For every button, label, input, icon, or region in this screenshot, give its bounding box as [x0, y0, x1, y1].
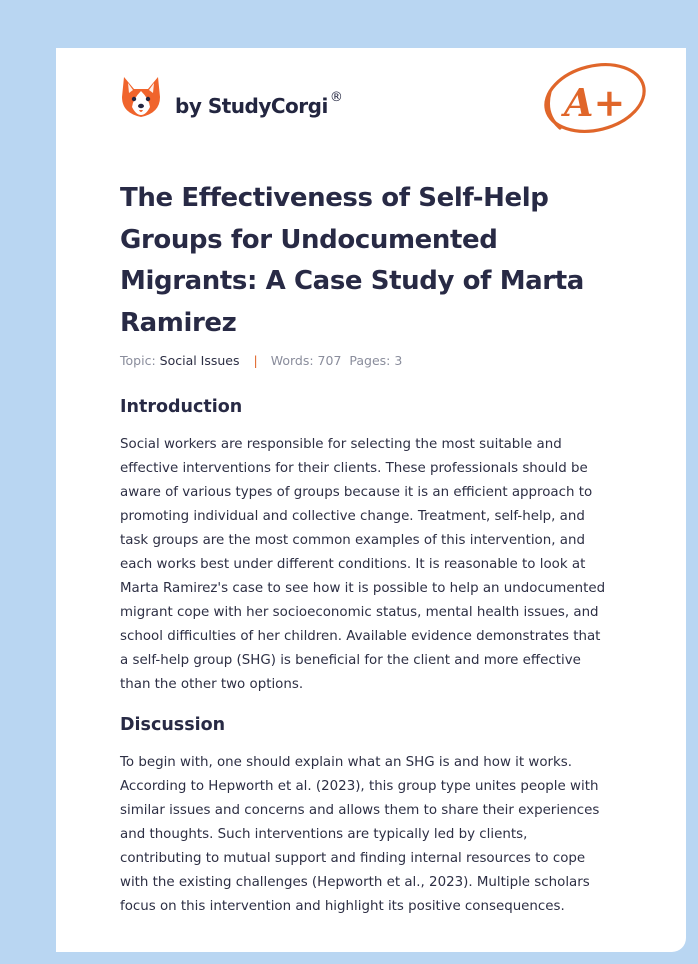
essay-page	[56, 48, 686, 952]
pages-label: Pages:	[349, 353, 391, 368]
paragraph-line: promoting individual and collective change. Treatment, self-help, and	[120, 509, 585, 524]
meta-separator: |	[253, 353, 258, 368]
corgi-logo-icon	[120, 75, 162, 119]
section-heading-introduction: Introduction	[120, 397, 243, 417]
pages-count: 3	[394, 353, 403, 368]
paragraph-line: similar issues and concerns and allows them to share their experiences	[120, 803, 600, 818]
paragraph-line: a self-help group (SHG) is beneficial for the client and more effective	[120, 653, 581, 668]
paragraph-line: focus on this intervention and highlight its positive consequences.	[120, 899, 565, 914]
title-line: Migrants: A Case Study of Marta	[120, 266, 584, 296]
a-plus-grade-badge	[538, 58, 650, 140]
paragraph-line: school difficulties of her children. Available evidence demonstrates that	[120, 629, 601, 644]
paragraph-line: Social workers are responsible for selecting the most suitable and	[120, 437, 562, 452]
paragraph-line: with the existing challenges (Hepworth et al., 2023). Multiple scholars	[120, 875, 590, 890]
title-line: Groups for Undocumented	[120, 224, 498, 255]
paragraph-line: Marta Ramirez's case to see how it is possible to help an undocumented	[120, 581, 606, 596]
topic-label: Topic:	[120, 353, 156, 368]
paragraph-line: contributing to mutual support and finding internal resources to cope	[120, 851, 586, 866]
paragraph-line: each works best under different conditions. It is reasonable to look at	[120, 557, 586, 572]
title-line: Ramirez	[120, 307, 237, 338]
title-line: The Effectiveness of Self-Help	[120, 183, 549, 213]
page-header	[56, 48, 686, 178]
registered-mark: ®	[329, 90, 343, 106]
paragraph-line: aware of various types of groups because it is an efficient approach to	[120, 485, 593, 500]
discussion-paragraph	[120, 751, 640, 919]
essay-meta	[120, 353, 402, 368]
introduction-paragraph	[120, 433, 640, 697]
paragraph-line: To begin with, one should explain what an SHG is and how it works.	[120, 755, 573, 770]
brand-name[interactable]	[175, 90, 343, 118]
paragraph-line: effective interventions for their clients. These professionals should be	[120, 461, 588, 476]
paragraph-line: and thoughts. Such interventions are typically led by clients,	[120, 827, 528, 842]
paragraph-line: task groups are the most common examples of this intervention, and	[120, 533, 585, 548]
paragraph-line: than the other two options.	[120, 677, 304, 692]
essay-title	[120, 178, 630, 344]
brand-text: by StudyCorgi	[175, 94, 328, 118]
section-heading-discussion: Discussion	[120, 715, 226, 735]
grade-badge-text: A+	[564, 80, 626, 125]
topic-link[interactable]: Social Issues	[159, 353, 240, 368]
words-count: 707	[317, 353, 342, 368]
words-label: Words:	[270, 353, 314, 368]
paragraph-line: According to Hepworth et al. (2023), this group type unites people with	[120, 779, 599, 794]
paragraph-line: migrant cope with her socioeconomic status, mental health issues, and	[120, 605, 599, 620]
